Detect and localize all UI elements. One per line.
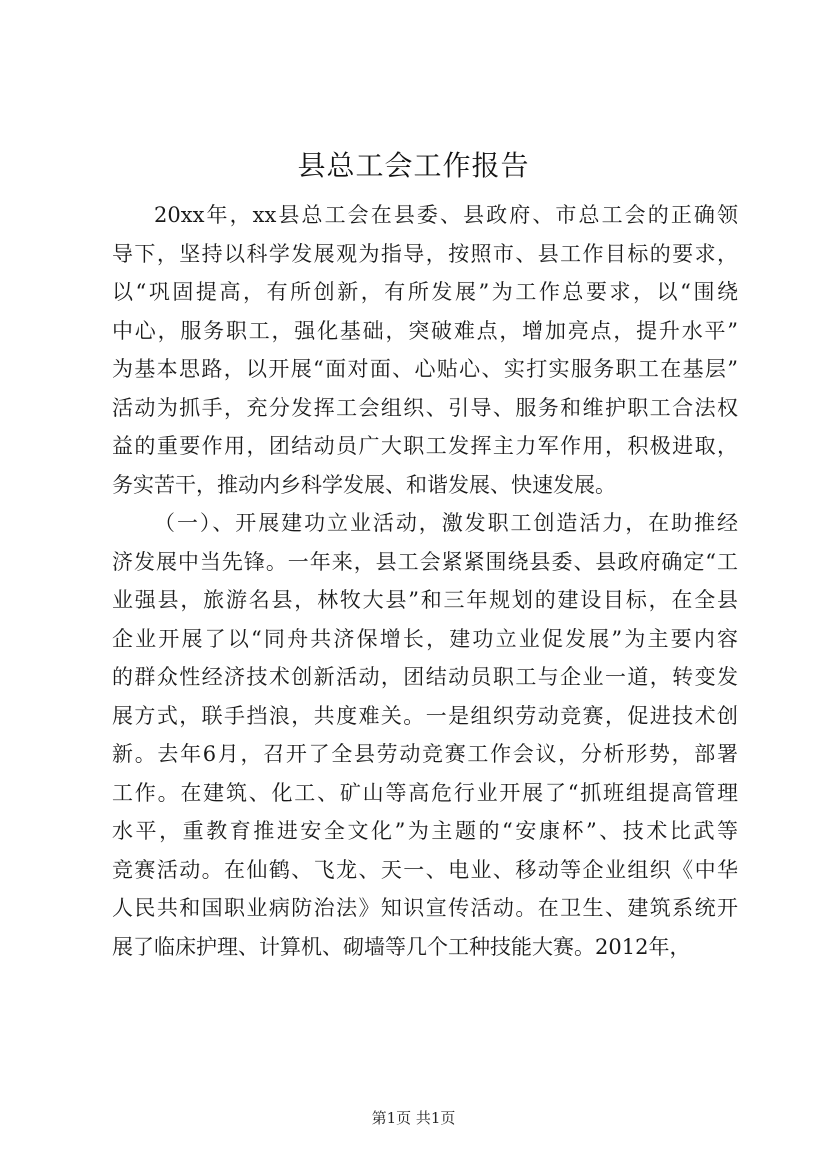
text-line: 务实苦干，推动内乡科学发展、和谐发展、快速发展。 <box>112 472 616 497</box>
text-line: 新。去年6月，召开了全县劳动竞赛工作会议，分析形势，部署 <box>112 742 738 766</box>
text-line: 水平，重教育推进安全文化”为主题的“安康杯”、技术比武等 <box>112 819 738 843</box>
text-line: 展方式，联手挡浪，共度难关。一是组织劳动竞赛，促进技术创 <box>112 703 738 728</box>
text-line: 为基本思路，以开展“面对面、心贴心、实打实服务职工在基层” <box>112 357 738 381</box>
text-line: 业强县，旅游名县，林牧大县”和三年规划的建设目标，在全县 <box>112 588 738 612</box>
page-footer: 第1页 共1页 <box>371 1109 456 1127</box>
text-line: 企业开展了以“同舟共济保增长，建功立业促发展”为主要内容 <box>112 626 738 651</box>
text-line: 的群众性经济技术创新活动，团结动员职工与企业一道，转变发 <box>112 665 738 689</box>
text-line: 20xx年，xx县总工会在县委、县政府、市总工会的正确领 <box>154 203 738 227</box>
text-line: 工作。在建筑、化工、矿山等高危行业开展了“抓班组提高管理 <box>112 780 738 805</box>
paragraph <box>112 504 738 966</box>
text-line: 导下，坚持以科学发展观为指导，按照市、县工作目标的要求， <box>112 241 738 266</box>
text-line: 竞赛活动。在仙鹤、飞龙、天一、电业、移动等企业组织《中华 <box>112 857 738 882</box>
text-line: 益的重要作用，团结动员广大职工发挥主力军作用，积极进取， <box>112 434 738 458</box>
text-line: 中心，服务职工，强化基础，突破难点，增加亮点，提升水平” <box>112 318 738 343</box>
text-line: 人民共和国职业病防治法》知识宣传活动。在卫生、建筑系统开 <box>112 896 738 920</box>
text-line: 以“巩固提高，有所创新，有所发展”为工作总要求，以“围绕 <box>112 280 738 304</box>
text-line: 济发展中当先锋。一年来，县工会紧紧围绕县委、县政府确定“工 <box>112 549 738 574</box>
document-title: 县总工会工作报告 <box>297 149 530 182</box>
text-line: 展了临床护理、计算机、砌墙等几个工种技能大赛。2012年， <box>112 934 691 959</box>
text-line: 活动为抓手，充分发挥工会组织、引导、服务和维护职工合法权 <box>112 395 738 420</box>
paragraph <box>112 196 738 504</box>
document-body <box>112 196 738 966</box>
text-line: （一）、开展建功立业活动，激发职工创造活力，在助推经 <box>154 511 738 535</box>
